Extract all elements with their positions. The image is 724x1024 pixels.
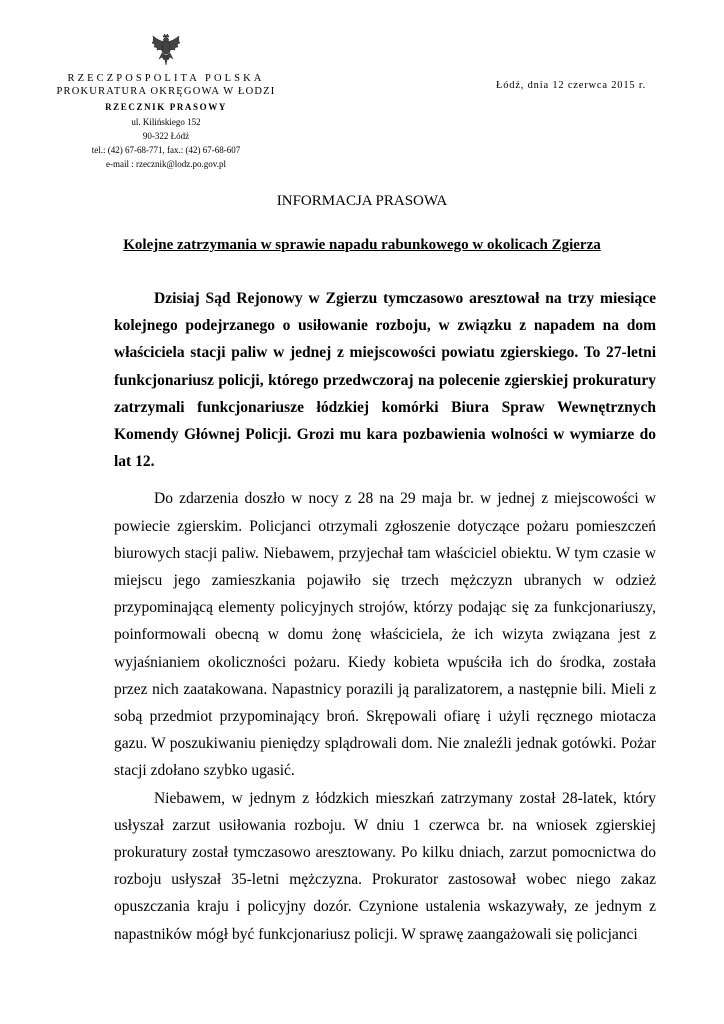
press-release-subtitle: Kolejne zatrzymania w sprawie napadu rabunkowego w okolicach Zgierza [123,237,601,253]
letterhead-phone: tel.: (42) 67-68-771, fax.: (42) 67-68-607 [91,145,241,155]
press-release-body [114,285,656,948]
letterhead-postal: 90-322 Łódź [142,131,190,141]
document-date: Łódź, dnia 12 czerwca 2015 r. [496,80,647,91]
letterhead-role: RZECZNIK PRASOWY [105,102,227,112]
letterhead-street: ul. Kilińskiego 152 [131,117,201,127]
letterhead-email: e-mail : rzecznik@lodz.po.gov.pl [106,159,226,169]
paragraph-incident: Do zdarzenia doszło w nocy z 28 na 29 maja br. w jednej z miejscowości w powiecie zgierskim. Policjanci otrzymali zgłoszenie dotyczące pożaru pomieszczeń biurowych stacji paliw. Niebawem, przyjechał tam właściciel obiektu. W tym czasie w miejscu jego zamieszkania pojawiło się trzech mężczyzn ubranych w odzież przypominającą elementy policyjnych strojów, którzy podając się za funkcjonariuszy, poinformowali obecną w domu żonę właściciela, że ich wizyta związana jest z wyjaśnianiem okoliczności pożaru. Kiedy kobieta wpuściła ich do środka, została przez nich zaatakowana. Napastnicy porazili ją paralizatorem, a następnie bili. Mieli z sobą przedmiot przypominający broń. Skrępowali ofiarę i użyli ręcznego miotacza gazu. W poszukiwaniu pieniędzy splądrowali dom. Nie znaleźli jednak gotówki. Pożar stacji zdołano szybko ugasić. [114,490,656,780]
page-title: INFORMACJA PRASOWA [276,193,448,209]
polish-eagle-emblem-icon [150,32,182,66]
lead-paragraph: Dzisiaj Sąd Rejonowy w Zgierzu tymczasowo aresztował na trzy miesiące kolejnego podejrzanego o usiłowanie rozboju, w związku z napadem na dom właściciela stacji paliw w jednej z miejscowości powiatu zgierskiego. To 27-letni funkcjonariusz policji, którego przedwczoraj na polecenie zgierskiej prokuratury zatrzymali funkcjonariusze łódzkiej komórki Biura Spraw Wewnętrznych Komendy Głównej Policji. Grozi mu kara pozbawienia wolności w wymiarze do lat 12. [114,290,656,471]
letterhead [40,72,292,171]
letterhead-country: RZECZPOSPOLITA POLSKA [67,73,265,84]
letterhead-office: PROKURATURA OKRĘGOWA W ŁODZI [56,86,276,97]
paragraph-arrests: Niebawem, w jednym z łódzkich mieszkań zatrzymany został 28-latek, który usłyszał zarzut usiłowania rozboju. W dniu 1 czerwca br. na wniosek zgierskiej prokuratury został tymczasowo aresztowany. Po kilku dniach, zarzut pomocnictwa do rozboju usłyszał 35-letni mężczyzna. Prokurator zastosował wobec niego zakaz opuszczania kraju i policyjny dozór. Czynione ustalenia wskazywały, ze jednym z napastników mógł być funkcjonariusz policji. W sprawę zaangażowali się policjanci [114,789,656,943]
